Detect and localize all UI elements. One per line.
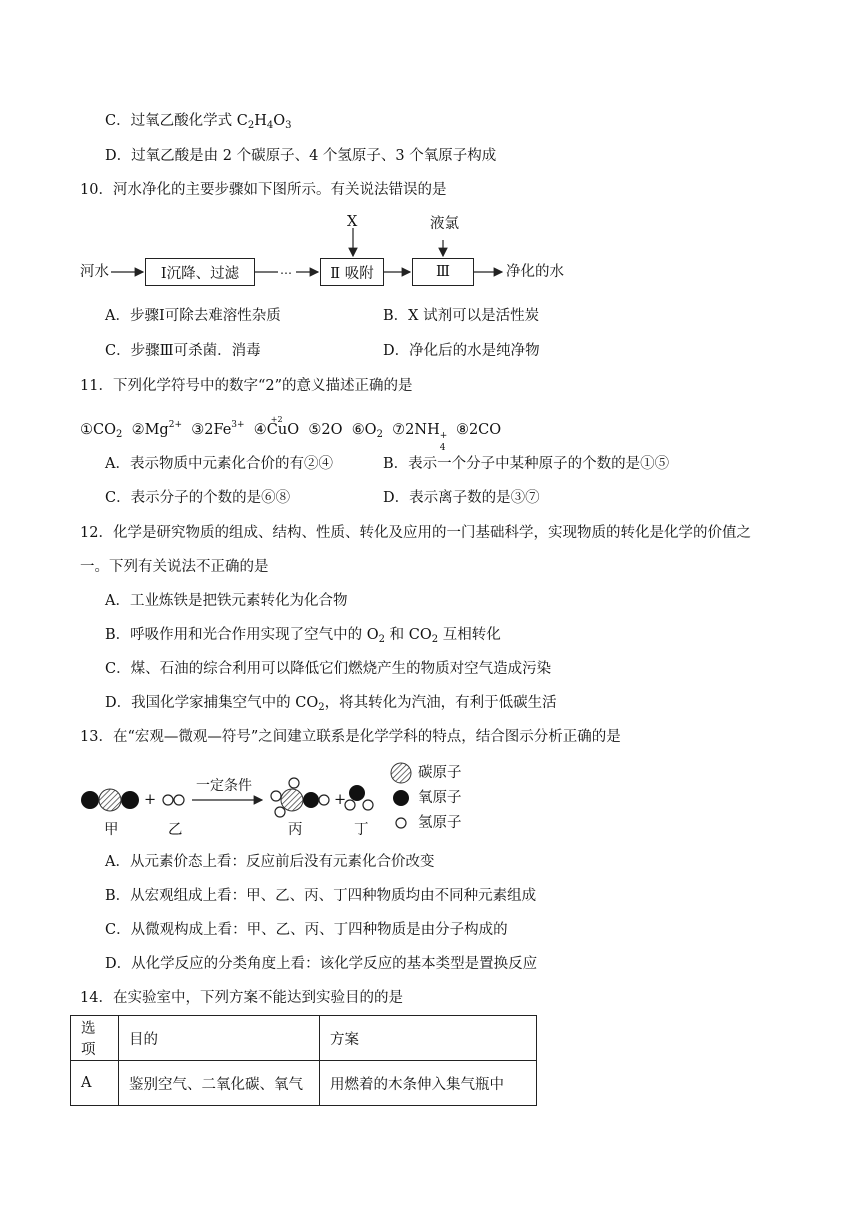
- q11-option-b: B．表示一个分子中某种原子的个数的是①⑤: [383, 456, 670, 472]
- q10-option-b: B．X 试剂可以是活性炭: [383, 308, 540, 324]
- plus-sign-1: +: [144, 792, 157, 808]
- reagent-chlorine: 液氯: [430, 216, 459, 232]
- q13-option-d: D．从化学反应的分类角度上看：该化学反应的基本类型是置换反应: [105, 956, 538, 972]
- table-cell-option: A: [71, 1061, 119, 1106]
- flow-output: 净化的水: [506, 264, 564, 280]
- q12-stem-line2: 一。下列有关说法不正确的是: [80, 559, 269, 575]
- q14-stem: 14．在实验室中，下列方案不能达到实验目的的是: [80, 990, 403, 1006]
- flow-input: 河水: [80, 264, 109, 280]
- q10-option-c: C．步骤Ⅲ可杀菌．消毒: [105, 343, 261, 359]
- table-row: [71, 1061, 537, 1106]
- q12-option-a: A．工业炼铁是把铁元素转化为化合物: [105, 593, 348, 609]
- q11-option-c: C．表示分子的个数的是⑥⑧: [105, 490, 291, 506]
- reaction-condition: 一定条件: [196, 778, 252, 794]
- molecule-bing: [271, 778, 329, 817]
- label-yi: 乙: [168, 822, 183, 838]
- label-ding: 丁: [354, 822, 369, 838]
- q10-option-d: D．净化后的水是纯净物: [383, 343, 540, 359]
- table-cell-plan: 用燃着的木条伸入集气瓶中: [320, 1061, 537, 1106]
- table-header-plan: 方案: [320, 1016, 537, 1061]
- label-jia: 甲: [104, 822, 119, 838]
- table-cell-purpose: 鉴别空气、二氧化碳、氧气: [119, 1061, 320, 1106]
- q10-stem: 10．河水净化的主要步骤如下图所示。有关说法错误的是: [80, 182, 447, 198]
- plus-sign-2: +: [334, 792, 347, 808]
- legend-oxygen: 氧原子: [418, 790, 462, 806]
- flow-step-2: Ⅱ 吸附: [320, 258, 384, 286]
- molecule-ding: [345, 785, 373, 810]
- q11-symbols: $①CO_2$ $②Mg^{2+}$ $③2Fe^{3+}$ ④ +2 CuO ⑤2O $⑥O_2$ ⑦2NH + 4 ⑧2CO: [80, 415, 502, 453]
- q11-option-a: A．表示物质中元素化合价的有②④: [105, 456, 333, 472]
- q12-option-d: D．我国化学家捕集空气中的 $CO_2$，将其转化为汽油，有利于低碳生活: [105, 695, 557, 713]
- q13-option-c: C．从微观构成上看：甲、乙、丙、丁四种物质是由分子构成的: [105, 922, 508, 938]
- legend-carbon: 碳原子: [418, 765, 462, 781]
- q12-option-b: B．呼吸作用和光合作用实现了空气中的 $O_2$ 和 $CO_2$ 互相转化: [105, 627, 501, 645]
- q14-table: [70, 1015, 537, 1106]
- q13-stem: 13．在“宏观—微观—符号”之间建立联系是化学学科的特点，结合图示分析正确的是: [80, 729, 621, 745]
- q10-option-a: A．步骤Ⅰ可除去难溶性杂质: [105, 308, 281, 324]
- flow-step-3: Ⅲ: [412, 258, 474, 286]
- q13-option-a: A．从元素价态上看：反应前后没有元素化合价改变: [105, 854, 435, 870]
- q12-option-c: C．煤、石油的综合利用可以降低它们燃烧产生的物质对空气造成污染: [105, 661, 552, 677]
- flow-step-1: Ⅰ沉降、过滤: [145, 258, 255, 286]
- q9-option-d: D．过氧乙酸是由 2 个碳原子、4 个氢原子、3 个氧原子构成: [105, 148, 497, 164]
- reagent-x: X: [347, 214, 358, 230]
- table-header-option: 选项: [71, 1016, 119, 1061]
- table-header-row: [71, 1016, 537, 1061]
- q9-option-c: C．过氧乙酸化学式 $C_2H_4O_3$: [105, 113, 292, 131]
- molecule-yi: [163, 795, 184, 805]
- q12-stem-line1: 12．化学是研究物质的组成、结构、性质、转化及应用的一门基础科学，实现物质的转化是化学的价值之: [80, 525, 751, 541]
- label-bing: 丙: [288, 822, 303, 838]
- legend-symbols: [391, 763, 411, 828]
- q11-option-d: D．表示离子数的是③⑦: [383, 490, 540, 506]
- table-header-purpose: 目的: [119, 1016, 320, 1061]
- molecule-jia: [81, 789, 139, 811]
- q13-option-b: B．从宏观组成上看：甲、乙、丙、丁四种物质均由不同种元素组成: [105, 888, 537, 904]
- flow-dots: …: [280, 263, 292, 277]
- q11-stem: 11．下列化学符号中的数字“2”的意义描述正确的是: [80, 378, 413, 394]
- legend-hydrogen: 氢原子: [418, 815, 462, 831]
